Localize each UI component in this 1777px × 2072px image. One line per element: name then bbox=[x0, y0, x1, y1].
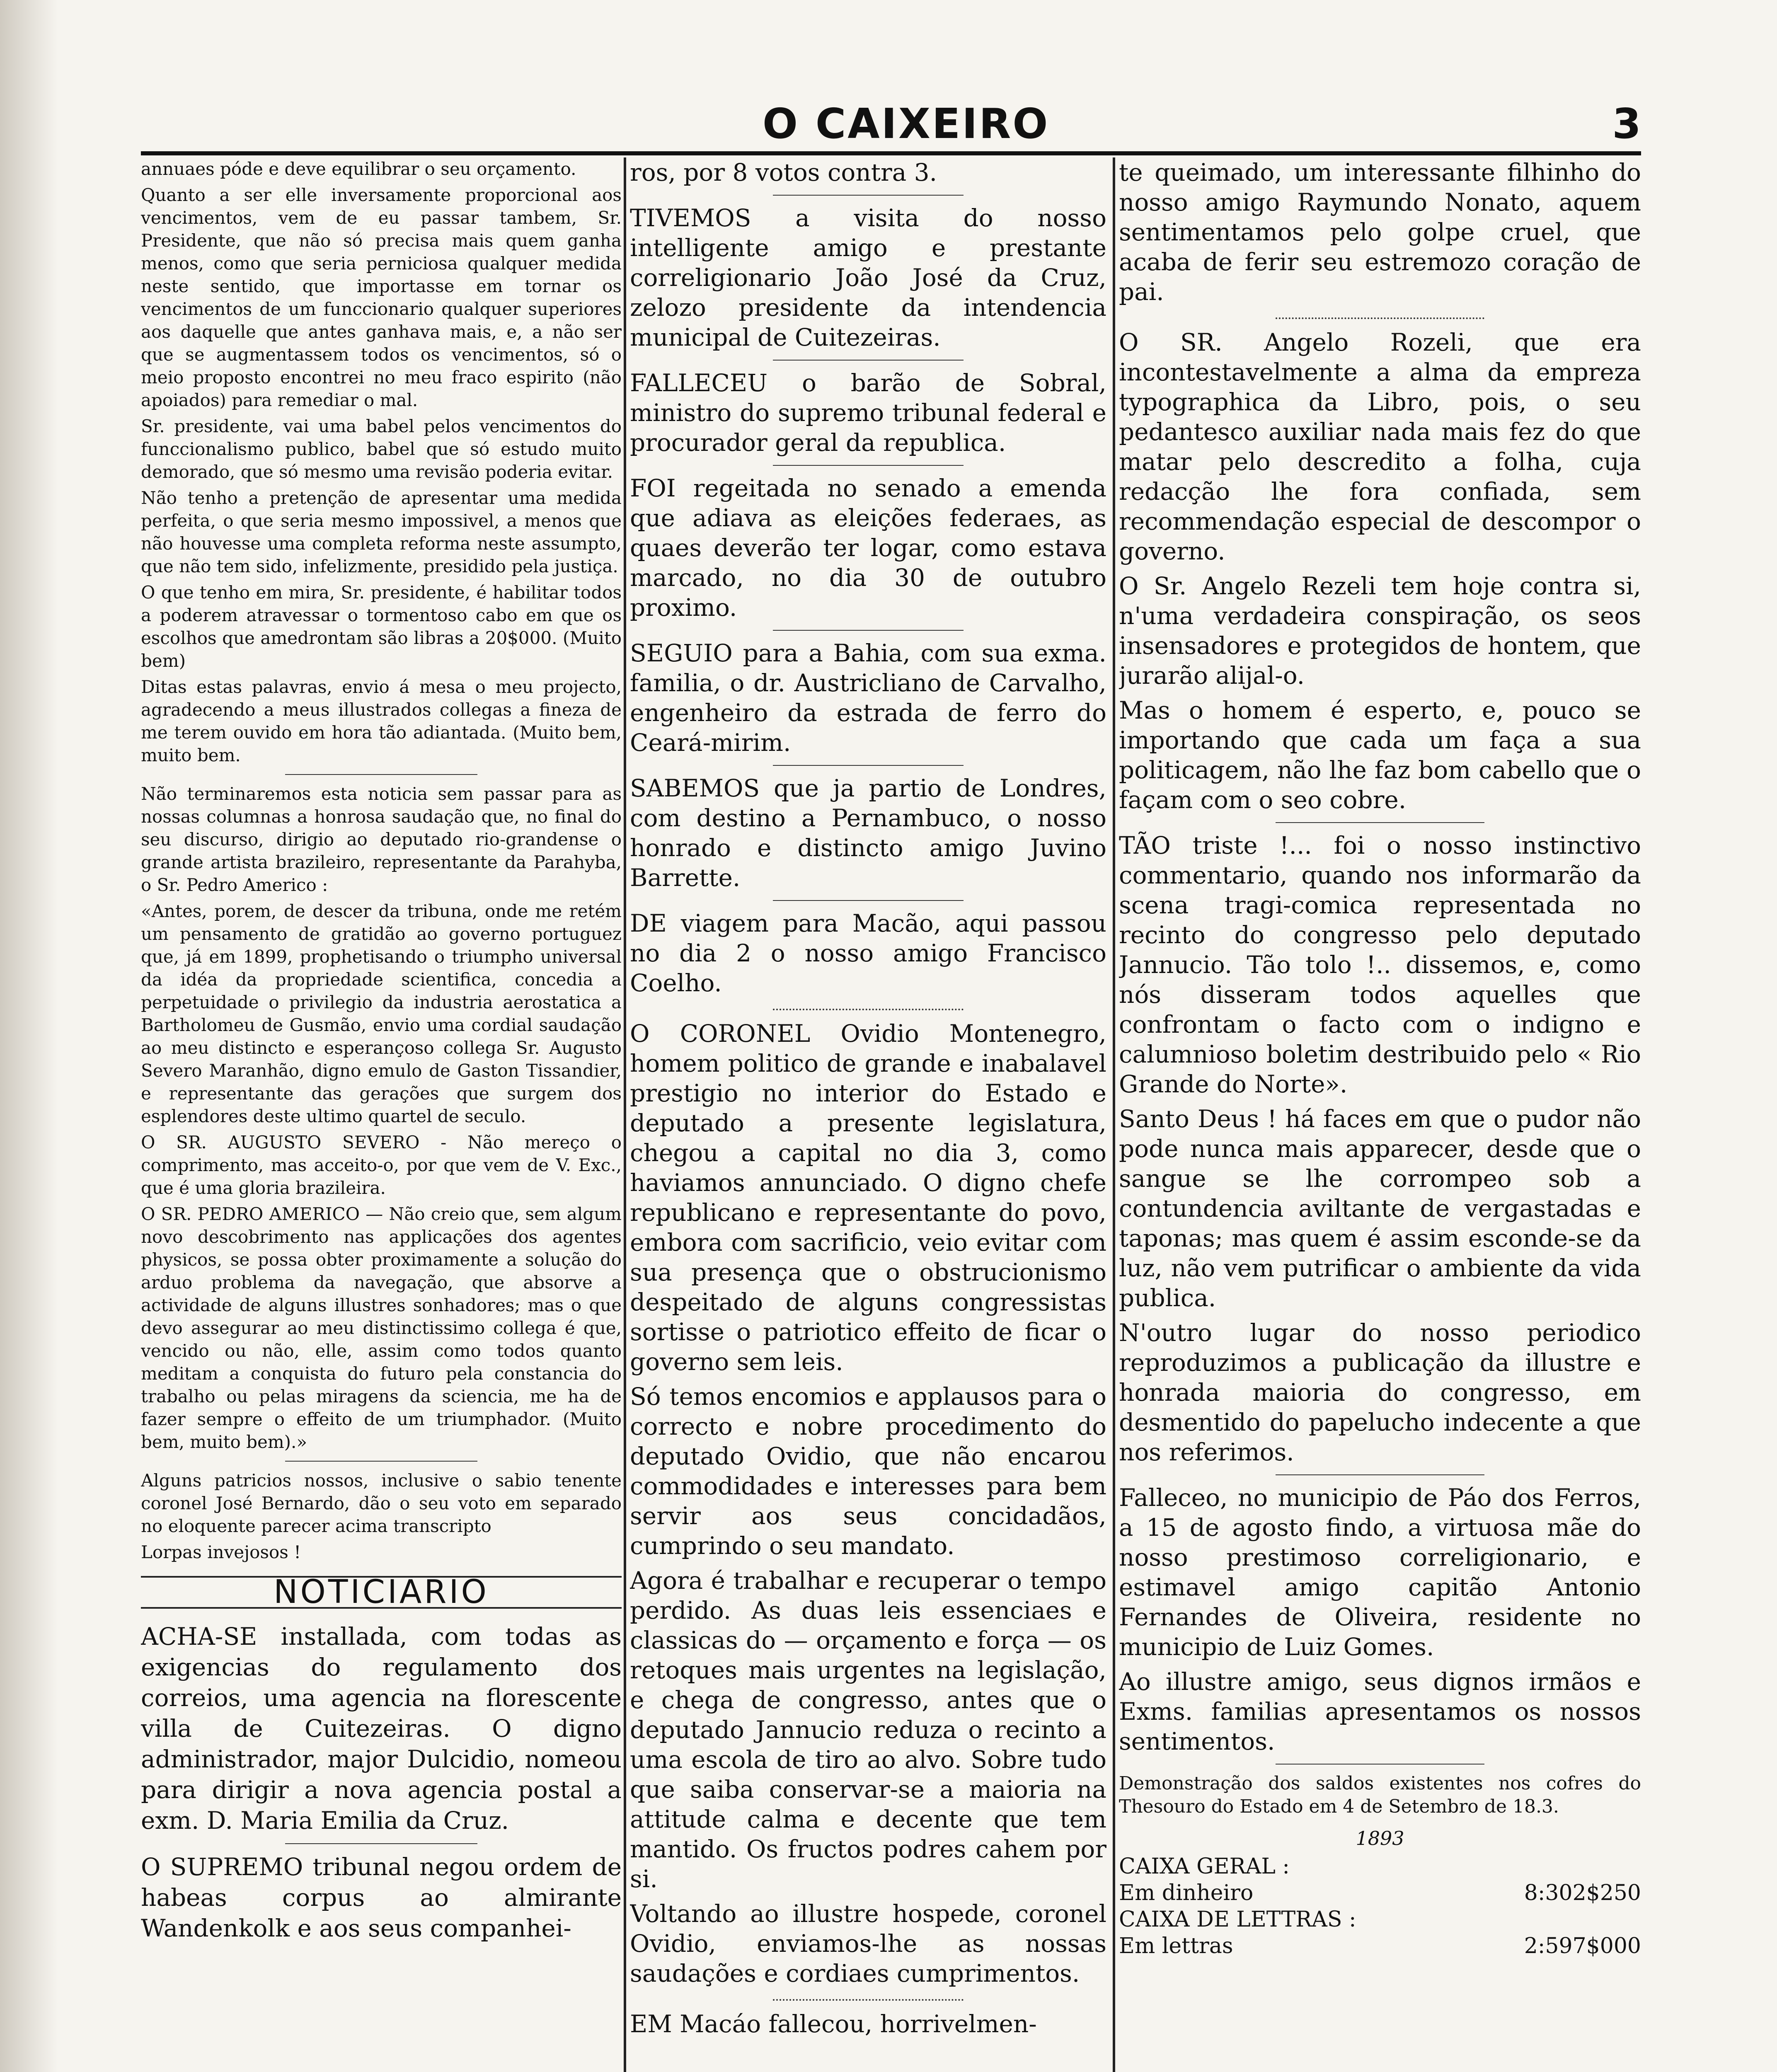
news-item: O CORONEL Ovidio Montenegro, homem politico de grande e inabalavel prestigio no interior do Estado e deputado a presente legislatura, chegou a capital no dia 3, como haviamos annunciado. O digno chefe republicano e representante do povo, embora com sacrificio, veio evitar com sua presença que o obstrucionismo despeitado de alguns congressistas sortisse o patriotico effeito de ficar o governo sem leis. bbox=[630, 1019, 1106, 1376]
article-paragraph: annuaes póde e deve equilibrar o seu orçamento. bbox=[141, 159, 576, 179]
section-heading-noticiario: NOTICIARIO bbox=[141, 1576, 622, 1609]
separator-rule bbox=[773, 900, 964, 901]
table-caption: Demonstração dos saldos existentes nos cofres do Thesouro do Estado em 4 de Setembro de 18.3. bbox=[1119, 1773, 1641, 1817]
article-paragraph: O SR. AUGUSTO SEVERO - Não mereço o comprimento, mas acceito-o, por que vem de V. Exc., que é uma gloria brazileira. bbox=[141, 1132, 622, 1198]
article-paragraph: Não terminaremos esta noticia sem passar para as nossas columnas a honrosa saudação que, no final do seu discurso, dirigio ao deputado rio-grandense o grande artista brazileiro, representante da Parahyba, o Sr. Pedro Americo : bbox=[141, 784, 622, 895]
separator-rule bbox=[285, 774, 477, 775]
table-row bbox=[1119, 1933, 1641, 1959]
news-item: O SR. Angelo Rozeli, que era incontestavelmente a alma da empreza typographica da Libro, pois, o seu pedantesco auxiliar nada mais fez do que matar pelo descredito a folha, cuja redacção lhe fora confiada, sem recommendação especial de descompor o governo. bbox=[1119, 328, 1641, 565]
news-item: ACHA-SE installada, com todas as exigencias do regulamento dos correios, uma agencia na florescente villa de Cuitezeiras. O digno administrador, major Dulcidio, nomeou para dirigir a nova agencia postal a exm. D. Maria Emilia da Cruz. bbox=[141, 1622, 622, 1835]
column-1 bbox=[141, 157, 622, 2072]
news-item: TIVEMOS a visita do nosso intelligente amigo e prestante correligionario João José da Cruz, zelozo presidente da intendencia municipal de Cuitezeiras. bbox=[630, 204, 1106, 351]
news-item: Só temos encomios e applausos para o correcto e nobre procedimento do deputado Ovidio, que não encarou commodidades e interesses para bem servir aos seus concidadãos, cumprindo o seu mandato. bbox=[630, 1382, 1106, 1560]
page-header bbox=[141, 95, 1641, 149]
separator-rule bbox=[1276, 1764, 1484, 1765]
header-rule bbox=[141, 151, 1641, 155]
news-item: N'outro lugar do nosso periodico reproduzimos a publicação da illustre e honrada maioria do congresso, em desmentido do papelucho indecente a que nos referimos. bbox=[1119, 1319, 1641, 1466]
separator-rule bbox=[773, 630, 964, 631]
news-item: SEGUIO para a Bahia, com sua exma. familia, o dr. Austricliano de Carvalho, engenheiro da estrada de ferro do Ceará-mirim. bbox=[630, 639, 1106, 757]
news-item: EM Macáo fallecou, horrivelmen- bbox=[630, 2010, 1037, 2038]
news-item: Voltando ao illustre hospede, coronel Ovidio, enviamos-lhe as nossas saudações e cordiaes cumprimentos. bbox=[630, 1900, 1106, 1987]
wavy-separator bbox=[773, 1006, 964, 1010]
news-item: Santo Deus ! há faces em que o pudor não pode nunca mais apparecer, desde que o sangue se lhe corrompeo sob a contundencia aviltante de vergastadas e taponas; mas quem é assim esconde-se da luz, não vem putrificar o ambiente da vida publica. bbox=[1119, 1105, 1641, 1312]
column-2 bbox=[630, 157, 1106, 2072]
table-value: 8:302$250 bbox=[1524, 1881, 1641, 1905]
column-3 bbox=[1119, 157, 1641, 2072]
table-heading: CAIXA DE LETTRAS : bbox=[1119, 1907, 1356, 1932]
news-item: Ao illustre amigo, seus dignos irmãos e Exms. familias apresentamos os nossos sentimentos. bbox=[1119, 1668, 1641, 1755]
article-paragraph: Quanto a ser elle inversamente proporcional aos vencimentos, vem de eu passar tambem, Sr. Presidente, que não só precisa mais quem ganha menos, como que seria perniciosa qualquer medida neste sentido, que importasse em tornar os vencimentos de um funccionario qualquer superiores aos daquelle que antes ganhava mais, e, a não ser que se augmentassem todos os vencimentos, só o meio proposto encontrei no meu fraco espirito (não apoiados) para remediar o mal. bbox=[141, 185, 622, 410]
news-item: ros, por 8 votos contra 3. bbox=[630, 158, 937, 186]
article-paragraph: Ditas estas palavras, envio á mesa o meu projecto, agradecendo a meus illustrados collegas a fineza de me terem ouvido em hora tão adiantada. (Muito bem, muito bem. bbox=[141, 677, 622, 765]
article-paragraph: Lorpas invejosos ! bbox=[141, 1542, 301, 1562]
article-paragraph: O que tenho em mira, Sr. presidente, é habilitar todos a poderem atravessar o tormentoso cabo em que os escolhos que amedrontam são libras a 20$000. (Muito bem) bbox=[141, 582, 622, 671]
news-item: FALLECEU o barão de Sobral, ministro do supremo tribunal federal e procurador geral da republica. bbox=[630, 369, 1106, 457]
article-paragraph: Não tenho a pretenção de apresentar uma medida perfeita, o que seria mesmo impossivel, a menos que não houvesse uma completa reforma neste assumpto, que não tem sido, infelizmente, presidido pela justiça. bbox=[141, 488, 622, 576]
news-item: DE viagem para Macão, aqui passou no dia 2 o nosso amigo Francisco Coelho. bbox=[630, 909, 1106, 997]
separator-rule bbox=[1276, 822, 1484, 823]
news-item: FOI regeitada no senado a emenda que adiava as eleições federaes, as quaes deverão ter logar, como estava marcado, no dia 30 de outubro proximo. bbox=[630, 474, 1106, 622]
table-year: 1893 bbox=[1356, 1827, 1404, 1849]
separator-rule bbox=[773, 195, 964, 196]
newspaper-title: O CAIXEIRO bbox=[763, 99, 1050, 148]
separator-rule bbox=[1276, 1474, 1484, 1475]
table-heading: CAIXA GERAL : bbox=[1119, 1854, 1290, 1879]
separator-rule bbox=[773, 465, 964, 466]
table-label: Em lettras bbox=[1119, 1934, 1233, 1958]
wavy-separator bbox=[773, 1997, 964, 2001]
separator-rule bbox=[285, 1843, 477, 1844]
table-value: 2:597$000 bbox=[1524, 1934, 1641, 1958]
page-number: 3 bbox=[1612, 99, 1641, 148]
table-row bbox=[1119, 1853, 1641, 1880]
separator-rule bbox=[773, 765, 964, 766]
table-label: Em dinheiro bbox=[1119, 1881, 1254, 1905]
news-item: Agora é trabalhar e recuperar o tempo perdido. As duas leis essenciaes e classicas do — orçamento e força — os retoques mais urgentes na legislação, e chega de congresso, antes que o deputado Jannucio reduza o recinto a uma escola de tiro ao alvo. Sobre tudo que saiba conservar-se a maioria na attitude calma e decente que tem mantido. Os fructos podres cahem por si. bbox=[630, 1566, 1106, 1893]
table-row bbox=[1119, 1880, 1641, 1906]
news-item: te queimado, um interessante filhinho do nosso amigo Raymundo Nonato, aquem sentimentamos pelo golpe cruel, que acaba de ferir seu estremozo coração de pai. bbox=[1119, 158, 1641, 306]
table-row bbox=[1119, 1906, 1641, 1933]
wavy-separator bbox=[1276, 315, 1484, 319]
news-item: O SUPREMO tribunal negou ordem de habeas corpus ao almirante Wandenkolk e aos seus companhei- bbox=[141, 1853, 622, 1942]
news-item: SABEMOS que ja partio de Londres, com destino a Pernambuco, o nosso honrado e distincto amigo Juvino Barrette. bbox=[630, 774, 1106, 892]
article-paragraph: Alguns patricios nossos, inclusive o sabio tenente coronel José Bernardo, dão o seu voto em separado no eloquente parecer acima transcripto bbox=[141, 1470, 622, 1536]
separator-rule bbox=[285, 1461, 477, 1462]
news-item: Mas o homem é esperto, e, pouco se importando que cada um faça a sua politicagem, não lhe faz bom cabello que o façam com o seo cobre. bbox=[1119, 696, 1641, 814]
column-divider bbox=[1113, 157, 1115, 2072]
article-paragraph: «Antes, porem, de descer da tribuna, onde me retém um pensamento de gratidão ao governo portuguez que, já em 1899, prophetisando o triumpho universal da idéa da propriedade scientifica, concedia a perpetuidade o privilegio da industria aerostatica a Bartholomeu de Gusmão, envio uma cordial saudação ao meu distincto e esperançoso collega Sr. Augusto Severo Maranhão, digno emulo de Gaston Tissandier, e representante das gerações que surgem dos esplendores deste ultimo quartel de seculo. bbox=[141, 901, 622, 1126]
treasury-table bbox=[1119, 1772, 1641, 1959]
news-item: TÃO triste !... foi o nosso instinctivo commentario, quando nos informarão da scena tragi-comica representada no recinto do congresso pelo deputado Jannucio. Tão tolo !.. dissemos, e, como nós disseram todos aquelles que confrontam o facto com o indigno e calumnioso boletim destribuido pelo « Rio Grande do Norte». bbox=[1119, 831, 1641, 1098]
separator-rule bbox=[773, 360, 964, 361]
page-edge-shadow bbox=[0, 0, 58, 2072]
column-divider bbox=[624, 157, 626, 2072]
news-item: Falleceo, no municipio de Páo dos Ferros, a 15 de agosto findo, a virtuosa mãe do nosso prestimoso correligionario, e estimavel amigo capitão Antonio Fernandes de Oliveira, residente no municipio de Luiz Gomes. bbox=[1119, 1484, 1641, 1661]
article-paragraph: Sr. presidente, vai uma babel pelos vencimentos do funccionalismo publico, babel que só estudo muito demorado, que só mesmo uma revisão poderia evitar. bbox=[141, 416, 622, 482]
article-paragraph: O SR. PEDRO AMERICO — Não creio que, sem algum novo descobrimento nas applicações dos agentes physicos, se possa obter proximamente a solução do arduo problema da navegação, que absorve a actividade de alguns illustres sonhadores; mas o que devo assegurar ao meu distinctissimo collega é que, vencido ou não, elle, assim como todos quanto meditam a conquista do futuro pela constancia do trabalho ou pelas miragens da sciencia, me ha de fazer sempre o effeito de um triumphador. (Muito bem, muito bem).» bbox=[141, 1204, 622, 1452]
news-item: O Sr. Angelo Rezeli tem hoje contra si, n'uma verdadeira conspiração, os seos insensadores e protegidos de hontem, que jurarão alijal-o. bbox=[1119, 572, 1641, 690]
